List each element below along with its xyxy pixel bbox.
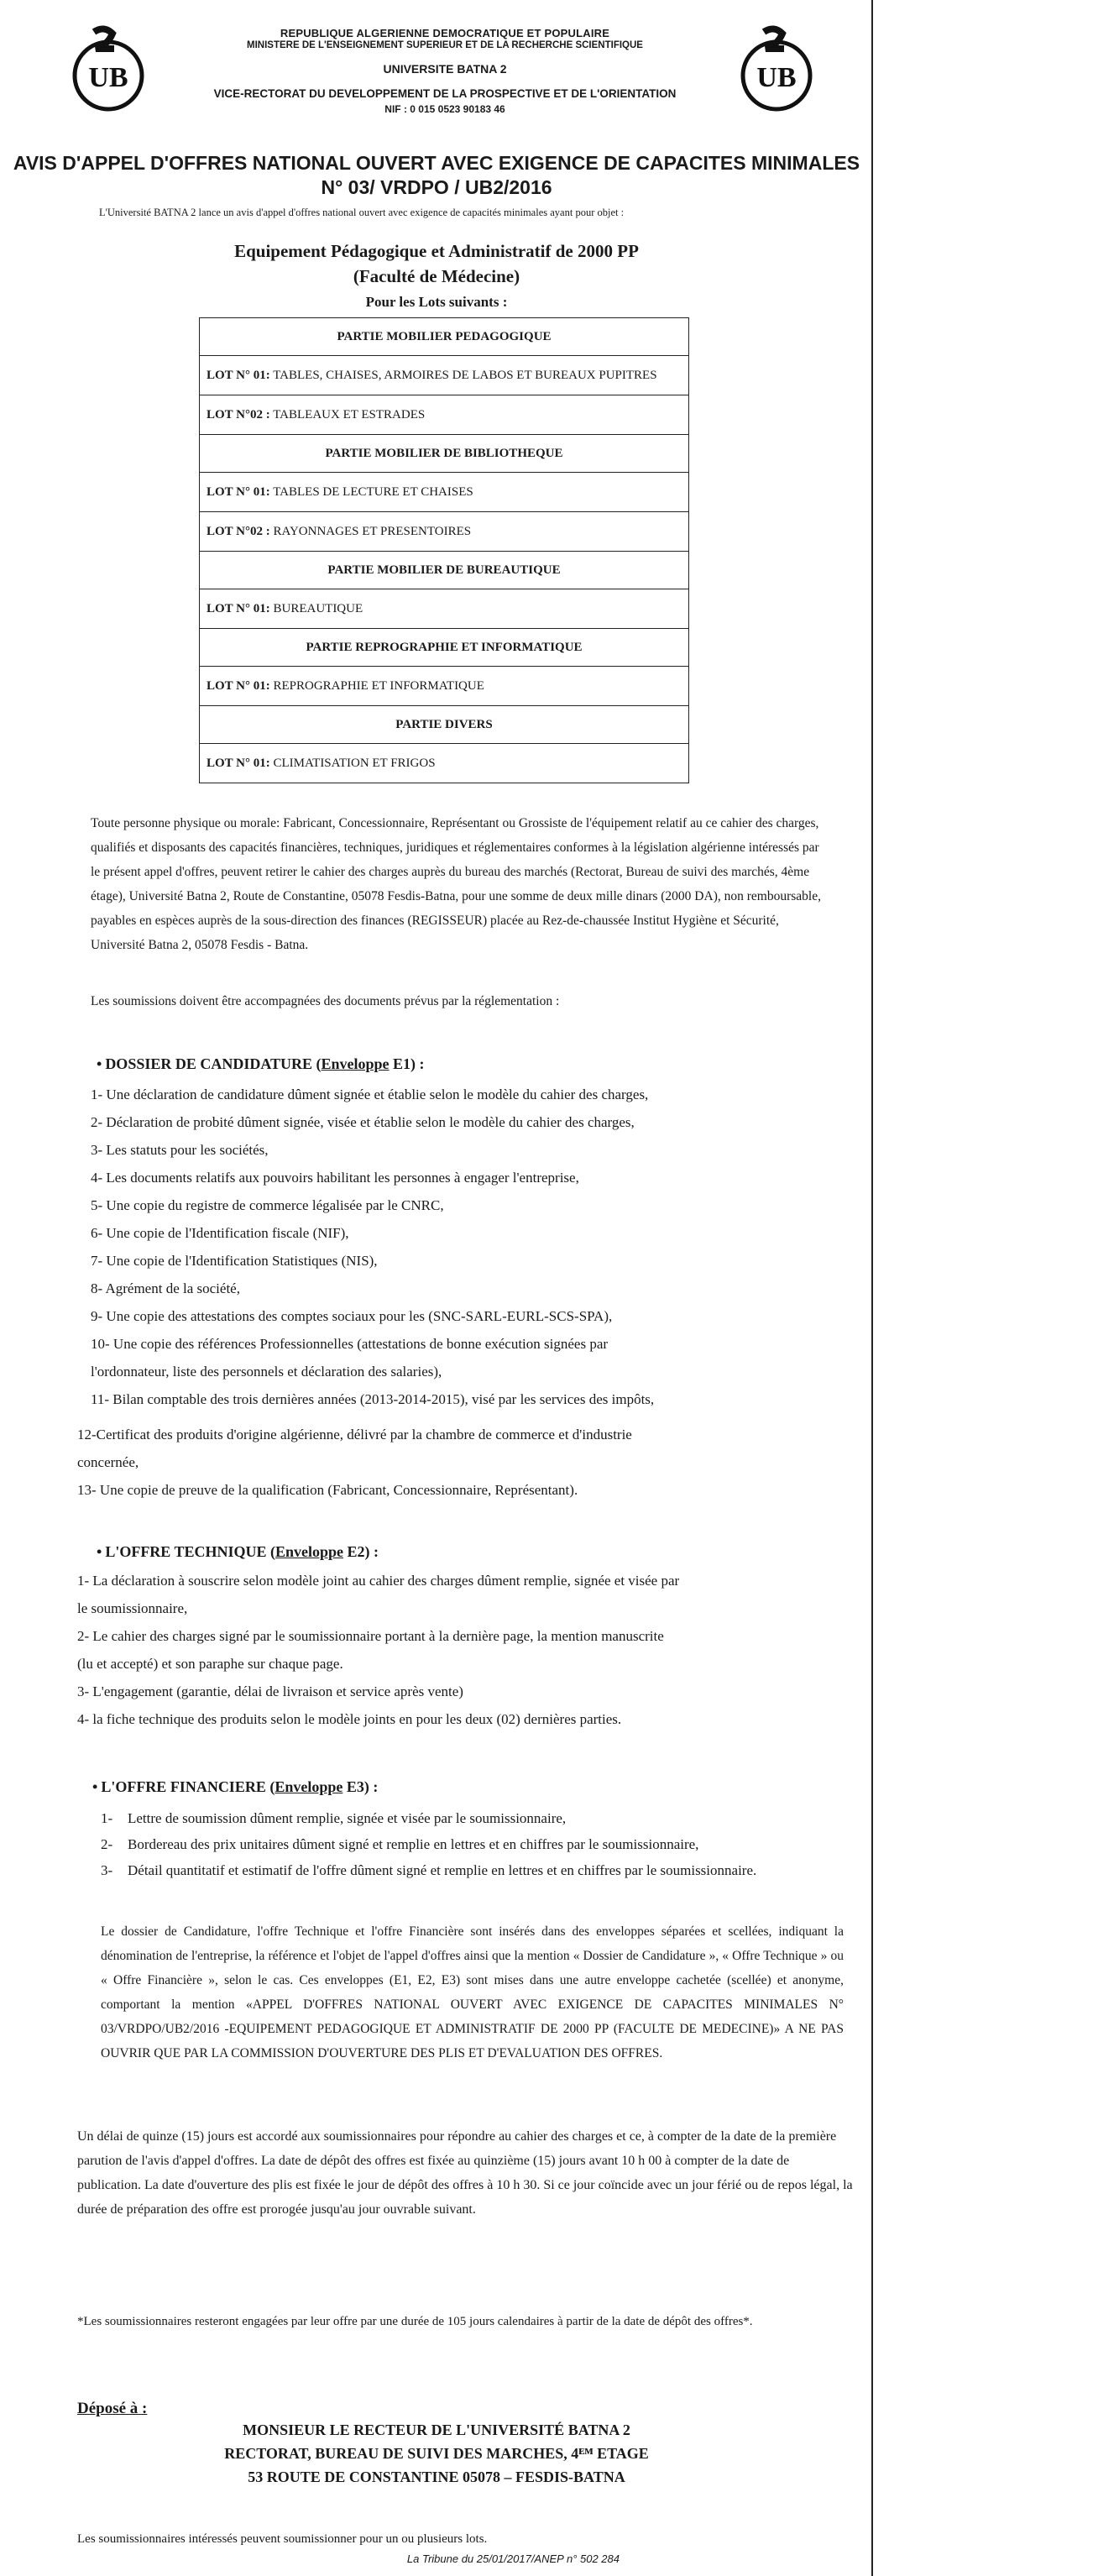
financiere-list [101, 1805, 831, 1883]
lot-description: BUREAUTIQUE [269, 601, 363, 615]
list-item: 4- Les documents relatifs aux pouvoirs habilitant les personnes à engager l'entreprise, [91, 1170, 579, 1186]
title-line-2: N° 03/ VRDPO / UB2/2016 [321, 176, 552, 198]
logo-text-right: UB [756, 62, 797, 93]
item-text: Détail quantitatif et estimatif de l'offre dûment signé et remplie en lettres et en chiffres par le soumissionnaire. [128, 1862, 757, 1878]
lot-cell [200, 744, 689, 783]
list-item: 11- Bilan comptable des trois dernières années (2013-2014-2015), visé par les services des impôts, [91, 1391, 655, 1407]
depose-label: Déposé à : [77, 2400, 148, 2417]
object-line-2: (Faculté de Médecine) [353, 266, 520, 286]
lots-section-header-row [200, 629, 689, 667]
intro-text: L'Université BATNA 2 lance un avis d'appel d'offres national ouvert avec exigence de capacités minimales ayant pour objet : [99, 207, 625, 218]
lots-section-title: PARTIE MOBILIER DE BUREAUTIQUE [200, 552, 689, 589]
list-item: 10- Une copie des références Professionnelles (attestations de bonne exécution signées par [91, 1336, 609, 1352]
lot-row [200, 395, 689, 435]
lot-row [200, 356, 689, 395]
lot-cell [200, 589, 689, 629]
address-line: 53 ROUTE DE CONSTANTINE 05078 – FESDIS-BATNA [248, 2469, 625, 2485]
item-number: 2- [101, 1836, 113, 1852]
title-line-1: AVIS D'APPEL D'OFFRES NATIONAL OUVERT AVEC EXIGENCE DE CAPACITES MINIMALES [13, 152, 860, 174]
lot-number: LOT N° 01: [207, 368, 270, 382]
dossier-heading: • DOSSIER DE CANDIDATURE (Enveloppe E1) : [97, 1055, 425, 1072]
nif-line: NIF : 0 015 0523 90183 46 [384, 103, 505, 115]
list-item: 1- La déclaration à souscrire selon modèle joint au cahier des charges dûment remplie, signée et visée par [77, 1573, 680, 1589]
university-logo-right [730, 24, 823, 116]
list-item: 12-Certificat des produits d'origine algérienne, délivré par la chambre de commerce et d'industrie [77, 1427, 632, 1442]
address-block [0, 2418, 873, 2489]
lot-row [200, 667, 689, 706]
delay-paragraph: Un délai de quinze (15) jours est accordé aux soumissionnaires pour répondre au cahier des charges et ce, à compter de la date de la première parution de l'avis d'appel d'offres. La date de dépôt des offres est fixée au quinzième (15) jours avant 10 h 00 à compter de la date de publication. La date d'ouverture des plis est fixée le jour de dépôt des offres à 10 h 30. Si ce jour coïncide avec un jour férié ou de repos légal, la durée de préparation des offre est prorogée jusqu'au jour ouvrable suivant. [77, 2129, 853, 2217]
lot-cell [200, 667, 689, 706]
lot-number: LOT N° 01: [207, 601, 270, 615]
bullet-icon: • [92, 1778, 98, 1795]
financiere-heading: • L'OFFRE FINANCIERE (Enveloppe E3) : [92, 1778, 379, 1795]
lot-description: RAYONNAGES ET PRESENTOIRES [269, 524, 472, 538]
lot-number: LOT N° 01: [207, 484, 270, 499]
list-item: l'ordonnateur, liste des personnels et déclaration des salaries), [91, 1364, 442, 1380]
list-item: 4- la fiche technique des produits selon le modèle joints en pour les deux (02) dernières parties. [77, 1711, 622, 1727]
lots-caption: Pour les Lots suivants : [365, 294, 508, 310]
list-item: 2- Déclaration de probité dûment signée, visée et établie selon le modèle du cahier des charges, [91, 1114, 635, 1130]
lots-section-title: PARTIE MOBILIER PEDAGOGIQUE [200, 318, 689, 356]
lot-cell [200, 512, 689, 552]
dossier-list [91, 1081, 654, 1413]
lot-row [200, 473, 689, 512]
republic-line: REPUBLIQUE ALGERIENNE DEMOCRATIQUE ET POPULAIRE [280, 27, 610, 39]
logo-text-left: UB [88, 62, 128, 93]
lot-description: TABLES DE LECTURE ET CHAISES [269, 484, 473, 499]
lots-section-header-row [200, 706, 689, 744]
validity-note: *Les soumissionnaires resteront engagées par leur offre par une durée de 105 jours calendaires à partir de la date de dépôt des offres*. [77, 2315, 753, 2328]
list-item: 1- Une déclaration de candidature dûment signée et établie selon le modèle du cahier des charges, [91, 1086, 649, 1102]
lot-number: LOT N°02 : [207, 407, 270, 421]
list-item [101, 1831, 831, 1857]
item-number: 1- [101, 1810, 113, 1826]
address-line: MONSIEUR LE RECTEUR DE L'UNIVERSITÉ BATNA 2 [243, 2422, 630, 2438]
object-block [0, 238, 873, 289]
lots-section-header-row [200, 552, 689, 589]
lots-section-header-row [200, 435, 689, 473]
list-item: 13- Une copie de preuve de la qualification (Fabricant, Concessionnaire, Représentant). [77, 1482, 578, 1498]
lot-description: REPROGRAPHIE ET INFORMATIQUE [269, 678, 484, 693]
publication-credit: La Tribune du 25/01/2017/ANEP n° 502 284 [406, 2552, 620, 2565]
letterhead [0, 15, 873, 141]
lots-section-title: PARTIE REPROGRAPHIE ET INFORMATIQUE [200, 629, 689, 667]
notice-title [0, 151, 873, 200]
list-item [101, 1857, 831, 1883]
technique-heading: • L'OFFRE TECHNIQUE (Enveloppe E2) : [97, 1543, 379, 1560]
lot-cell [200, 473, 689, 512]
list-item [101, 1805, 831, 1831]
lots-table [199, 317, 689, 783]
item-number: 3- [101, 1862, 113, 1878]
dossier-list-continued [77, 1421, 632, 1504]
lot-row [200, 589, 689, 629]
lot-description: TABLES, CHAISES, ARMOIRES DE LABOS ET BUREAUX PUPITRES [269, 368, 657, 382]
list-item: 3- Les statuts pour les sociétés, [91, 1142, 269, 1158]
list-item: le soumissionnaire, [77, 1600, 188, 1616]
university-logo-left [62, 24, 154, 116]
list-item: 6- Une copie de l'Identification fiscale (NIF), [91, 1225, 349, 1241]
list-item: 3- L'engagement (garantie, délai de livraison et service après vente) [77, 1683, 463, 1699]
list-item: 7- Une copie de l'Identification Statistiques (NIS), [91, 1253, 378, 1269]
lot-number: LOT N° 01: [207, 756, 270, 770]
technique-list [77, 1567, 679, 1733]
lot-number: LOT N° 01: [207, 678, 270, 693]
lot-row [200, 744, 689, 783]
address-line: RECTORAT, BUREAU DE SUIVI DES MARCHES, 4ᴱᴹ ETAGE [224, 2445, 649, 2462]
footer-note: Les soumissionnaires intéressés peuvent soumissionner pour un ou plusieurs lots. [77, 2532, 488, 2546]
submissions-intro: Les soumissions doivent être accompagnées des documents prévus par la réglementation : [91, 994, 560, 1008]
eligibility-paragraph: Toute personne physique ou morale: Fabricant, Concessionnaire, Représentant ou Grossiste de l'équipement relatif au ce cahier des charges, qualifiés et disposants des capacités financières, techniques, juridiques et réglementaires conformes à la législation algérienne intéressés par le présent appel d'offres, peuvent retirer le cahier des charges auprès du bureau des marchés (Rectorat, Bureau de suivi des marchés, 4ème étage), Université Batna 2, Route de Constantine, 05078 Fesdis-Batna, pour une somme de deux mille dinars (2000 DA), non remboursable, payables en espèces auprès de la sous-direction des finances (REGISSEUR) placée au Rez-de-chaussée Institut Hygiène et Sécurité, Université Batna 2, 05078 Fesdis - Batna. [91, 816, 821, 952]
bullet-icon: • [97, 1055, 102, 1072]
lot-row [200, 512, 689, 552]
list-item: 8- Agrément de la société, [91, 1280, 240, 1296]
item-text: Lettre de soumission dûment remplie, signée et visée par le soumissionnaire, [128, 1810, 567, 1826]
lots-section-header-row [200, 318, 689, 356]
ministry-line: MINISTERE DE L'ENSEIGNEMENT SUPERIEUR ET DE LA RECHERCHE SCIENTIFIQUE [247, 40, 643, 50]
item-text: Bordereau des prix unitaires dûment signé et remplie en lettres et en chiffres par le soumissionnaire, [128, 1836, 699, 1852]
lots-section-title: PARTIE MOBILIER DE BIBLIOTHEQUE [200, 435, 689, 473]
list-item: 9- Une copie des attestations des comptes sociaux pour les (SNC-SARL-EURL-SCS-SPA), [91, 1308, 613, 1324]
lot-cell [200, 356, 689, 395]
list-item: concernée, [77, 1454, 139, 1470]
object-line-1: Equipement Pédagogique et Administratif de 2000 PP [234, 241, 639, 261]
list-item: 5- Une copie du registre de commerce légalisée par le CNRC, [91, 1197, 444, 1213]
closing-paragraph: Le dossier de Candidature, l'offre Technique et l'offre Financière sont insérés dans des enveloppes séparées et scellées, indiquant la dénomination de l'entreprise, la référence et l'objet de l'appel d'offres ainsi que la mention « Dossier de Candidature », « Offre Technique » ou « Offre Financière », selon le cas. Ces enveloppes (E1, E2, E3) sont mises dans une autre enveloppe cachetée (scellée) et anonyme, comportant la mention «APPEL D'OFFRES NATIONAL OUVERT AVEC EXIGENCE DE CAPACITES MINIMALES N° 03/VRDPO/UB2/2016 -EQUIPEMENT PEDAGOGIQUE ET ADMINISTRATIF DE 2000 PP (FACULTE DE MEDECINE)» A NE PAS OUVRIR QUE PAR LA COMMISSION D'OUVERTURE DES PLIS ET D'EVALUATION DES OFFRES. [101, 1924, 844, 2060]
lot-description: TABLEAUX ET ESTRADES [269, 407, 426, 421]
bullet-icon: • [97, 1543, 102, 1560]
university-line: UNIVERSITE BATNA 2 [383, 62, 507, 76]
lot-number: LOT N°02 : [207, 524, 270, 538]
list-item: (lu et accepté) et son paraphe sur chaque page. [77, 1656, 343, 1672]
vice-rectorat-line: VICE-RECTORAT DU DEVELOPPEMENT DE LA PROSPECTIVE ET DE L'ORIENTATION [213, 87, 677, 100]
list-item: 2- Le cahier des charges signé par le soumissionnaire portant à la dernière page, la mention manuscrite [77, 1628, 664, 1644]
letterhead-text [185, 27, 705, 115]
lots-section-title: PARTIE DIVERS [200, 706, 689, 744]
lot-cell [200, 395, 689, 435]
lot-description: CLIMATISATION ET FRIGOS [269, 756, 436, 770]
